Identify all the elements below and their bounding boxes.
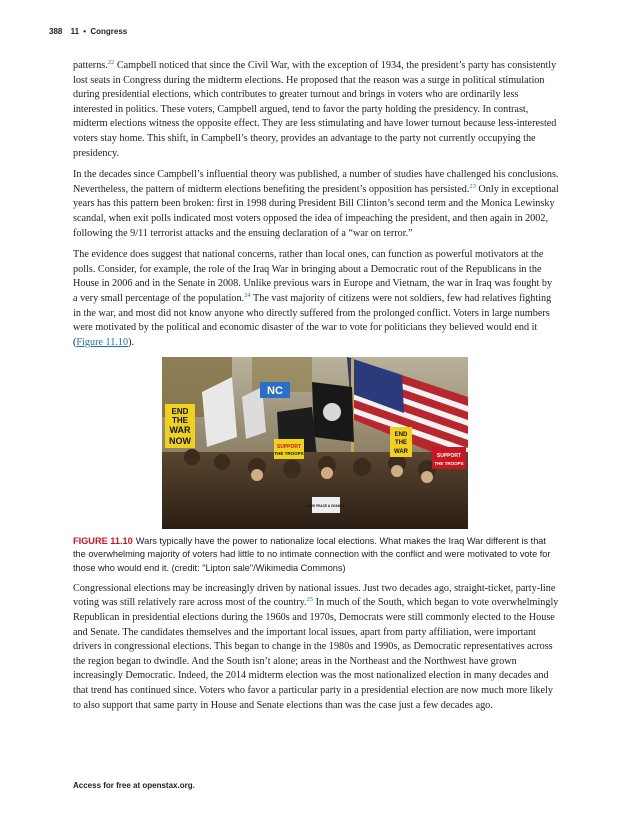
paragraphs-before-figure	[73, 59, 559, 350]
paragraph-text: Only in exceptional years has this pattern been broken: first in 1998 during President Bill Clinton’s second term and the Monica Lewinsky scandal, when exit polls indicated most voters opposed the idea of impeaching the president, and then again in 2002, following the 9/11 terrorist attacks and the ensuing declaration of a “war on terror.”	[73, 183, 559, 239]
protest-photo	[162, 357, 468, 529]
peace-sign	[308, 497, 345, 513]
paragraph	[73, 582, 559, 713]
end-war-sign	[165, 404, 195, 448]
figure-link[interactable]: Figure 11.10	[76, 336, 129, 348]
sign-text: NOW	[169, 436, 191, 447]
paragraph-text: Campbell noticed that since the Civil War, with the exception of 1934, the president’s party has consistently lost seats in Congress during the midterm elections. He proposed that the reason was a surge in political stimulation during presidential elections, which contributes to greater turnout and brings in voters who are ordinarily less interested in politics. These voters, Campbell argued, tend to favor the party holding the presidency. In contrast, midterm elections witness the opposite effect. They are less stimulating and have lower turnout because less-interested voters stay home. This shift, in Campbell’s theory, provides an advantage to the party not currently occupying the presidency.	[73, 60, 557, 159]
figure-caption-label: FIGURE 11.10	[73, 536, 133, 547]
page-number: 388	[49, 27, 63, 36]
paragraph	[73, 59, 559, 161]
end-war-sign-right	[390, 427, 412, 457]
chapter-number: 11	[70, 27, 80, 36]
nc-sign	[260, 382, 290, 398]
sign-text: WAR	[394, 449, 408, 456]
page-footer: Access for free at openstax.org.	[73, 781, 195, 790]
paragraph-text: Congressional elections may be increasingly driven by national issues. Just two decades ago, straight-ticket, party-line voting was still relatively rare across most of the country.	[73, 582, 556, 609]
paragraph-text: patterns.	[73, 60, 108, 71]
figure-caption	[73, 535, 559, 575]
sign-text: THE TROOPS	[274, 451, 304, 457]
paragraph-text: The vast majority of citizens were not soldiers, few had relatives fighting in the war, and most did not know anyone who directly suffered from the prolonged conflict. Voters in large numbers were motivated by the political and economic disaster of the war to vote for politicians they believed would end it (	[73, 292, 552, 348]
main-content	[73, 59, 559, 720]
footnote-ref[interactable]: 22	[107, 59, 115, 66]
header-separator: •	[83, 27, 87, 36]
paragraph-text: In the decades since Campbell’s influential theory was published, a number of studies have challenged his conclusions. Nevertheless, the pattern of midterm elections benefiting the president’s opposition has persisted.	[73, 169, 559, 195]
footnote-ref[interactable]: 25	[306, 596, 314, 604]
sign-text: SUPPORT	[436, 453, 462, 460]
sign-text: SUPPORT	[276, 444, 302, 451]
figure-photo	[162, 357, 468, 529]
paragraphs-after-figure	[73, 582, 559, 713]
sign-text: THE	[172, 416, 188, 426]
sign-text: THE	[395, 440, 407, 447]
support-troops-sign	[274, 439, 304, 459]
sign-text: GIVE PEACE A CHANCE	[307, 504, 345, 509]
paragraph	[73, 168, 559, 241]
sign-text: END	[171, 407, 189, 417]
sign-text: WAR	[169, 425, 191, 436]
sign-text: NC	[267, 385, 283, 398]
figure-caption-text: Wars typically have the power to nationalize local elections. What makes the Iraq War different is that the overwhelming majority of voters had little to no intimate connection with the conflict and were motivated to vote for those who would end it. (credit: "Lipton sale"/Wikimedia Commons)	[73, 536, 551, 573]
flag-emblem	[323, 403, 341, 421]
footnote-ref[interactable]: 24	[244, 291, 251, 299]
footnote-ref[interactable]: 23	[469, 182, 476, 190]
chapter-title: Congress	[90, 27, 128, 36]
paragraph-text: ).	[128, 336, 135, 348]
sign-text: THE TROOPS	[434, 461, 464, 467]
paragraph	[73, 248, 559, 350]
sign-text: END	[394, 432, 408, 439]
support-troops-sign-right	[432, 447, 466, 469]
page-header	[49, 27, 127, 36]
paragraph-text: In much of the South, which began to vote overwhelmingly Republican in presidential elections during the 1960s and 1970s, Democrats were still commonly elected to the House and Senate. The candidates themselves and the important local issues, apart from party affiliation, were important drivers in congressional elections. This began to change in the 1980s and 1990s, as Democratic representatives across the region began to dwindle. And the South isn’t alone; areas in the Northeast and the Northwest have grown increasingly Democratic. Indeed, the 2014 midterm election was the most nationalized election in many decades and that trend has continued since. Voters who favor a particular party in a presidential election are now much more likely to also support that same party in House and Senate elections than was the case just a few decades ago.	[73, 597, 559, 711]
paragraph-text: The evidence does suggest that national concerns, rather than local ones, can function as powerful motivators at the polls. Consider, for example, the role of the Iraq War in bringing about a Democratic rout of the Republicans in the House in 2006 and in the Senate in 2008. Unlike previous wars in Europe and Vietnam, the war in Iraq was fought by a very small percentage of the population.	[73, 249, 553, 304]
